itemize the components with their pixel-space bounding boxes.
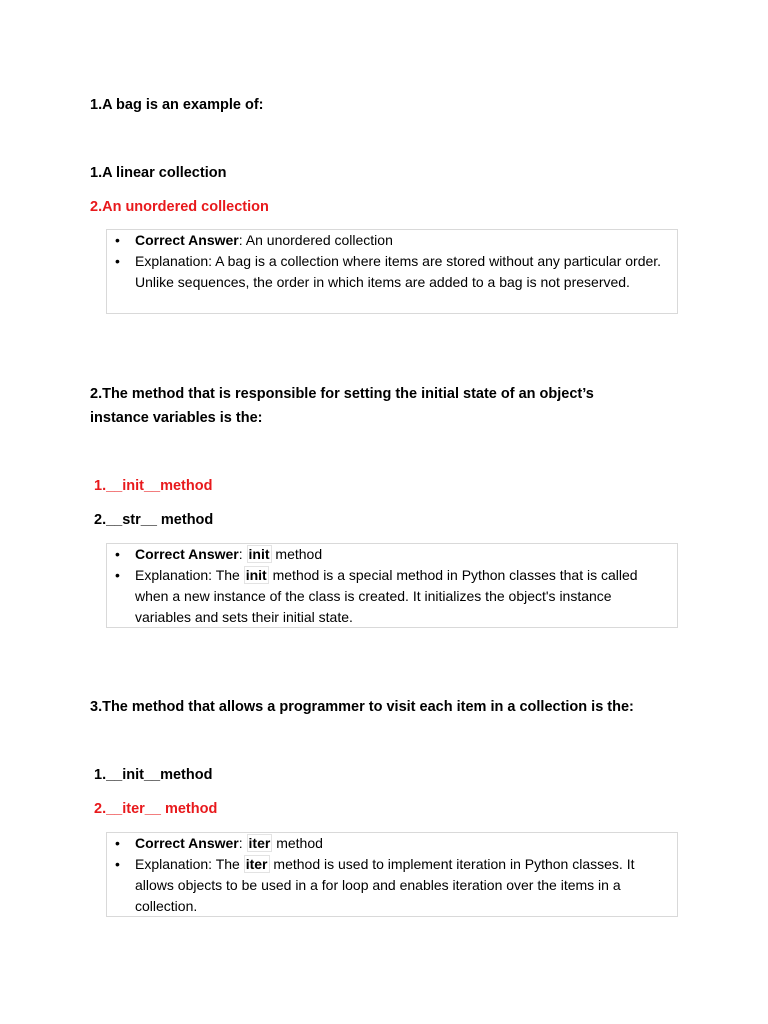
q2-correct-answer: • Correct Answer: init method: [135, 544, 671, 565]
q3-explanation-keyword: iter: [245, 856, 268, 872]
q2-explanation-keyword: init: [245, 567, 267, 583]
q2-option-1-correct: 1.__init__method: [94, 478, 213, 494]
correct-answer-label: Correct Answer: [135, 835, 239, 851]
q1-answer-box: [106, 229, 678, 314]
q2-option-2: 2.__str__ method: [94, 512, 214, 528]
question-2: 2.The method that is responsible for setting the initial state of an object’s instance variables is the:: [90, 386, 594, 426]
q3-explanation-rest: method is used to implement iteration in Python classes. It allows objects to be used in a for loop and enables iteration over the items in a collection.: [135, 856, 635, 914]
correct-answer-label: Correct Answer: [135, 232, 239, 248]
q3-answer-suffix: method: [272, 835, 323, 851]
question-1: 1.A bag is an example of:: [90, 97, 264, 113]
q2-answer-box: [106, 543, 678, 628]
q3-answer-box: [106, 832, 678, 917]
q3-option-2-correct: 2.__iter__ method: [94, 801, 218, 817]
q1-answer-text: An unordered collection: [245, 232, 393, 248]
correct-answer-label: Correct Answer: [135, 546, 239, 562]
q1-correct-answer: • Correct Answer: An unordered collection: [135, 230, 671, 251]
q3-answer-keyword: iter: [248, 835, 271, 851]
q3-correct-answer: • Correct Answer: iter method: [135, 833, 671, 854]
question-3: 3.The method that allows a programmer to visit each item in a collection is the:: [90, 699, 634, 715]
q1-explanation: • Explanation: A bag is a collection where items are stored without any particular order. Unlike sequences, the order in which items are added to a bag is not preserved.: [135, 251, 671, 293]
q2-answer-suffix: method: [271, 546, 323, 562]
q2-explanation-prefix: Explanation: The: [135, 567, 244, 583]
q1-option-1: 1.A linear collection: [90, 165, 227, 181]
q3-option-1: 1.__init__method: [94, 767, 213, 783]
q3-explanation: [135, 854, 671, 917]
q2-answer-keyword: init: [248, 546, 270, 562]
q2-explanation-rest: method is a special method in Python classes that is called when a new instance of the class is created. It initializes the object's instance variables and sets their initial state.: [135, 567, 638, 625]
q3-explanation-prefix: Explanation: The: [135, 856, 244, 872]
q1-option-2-correct: 2.An unordered collection: [90, 199, 269, 215]
q2-explanation: [135, 565, 671, 628]
